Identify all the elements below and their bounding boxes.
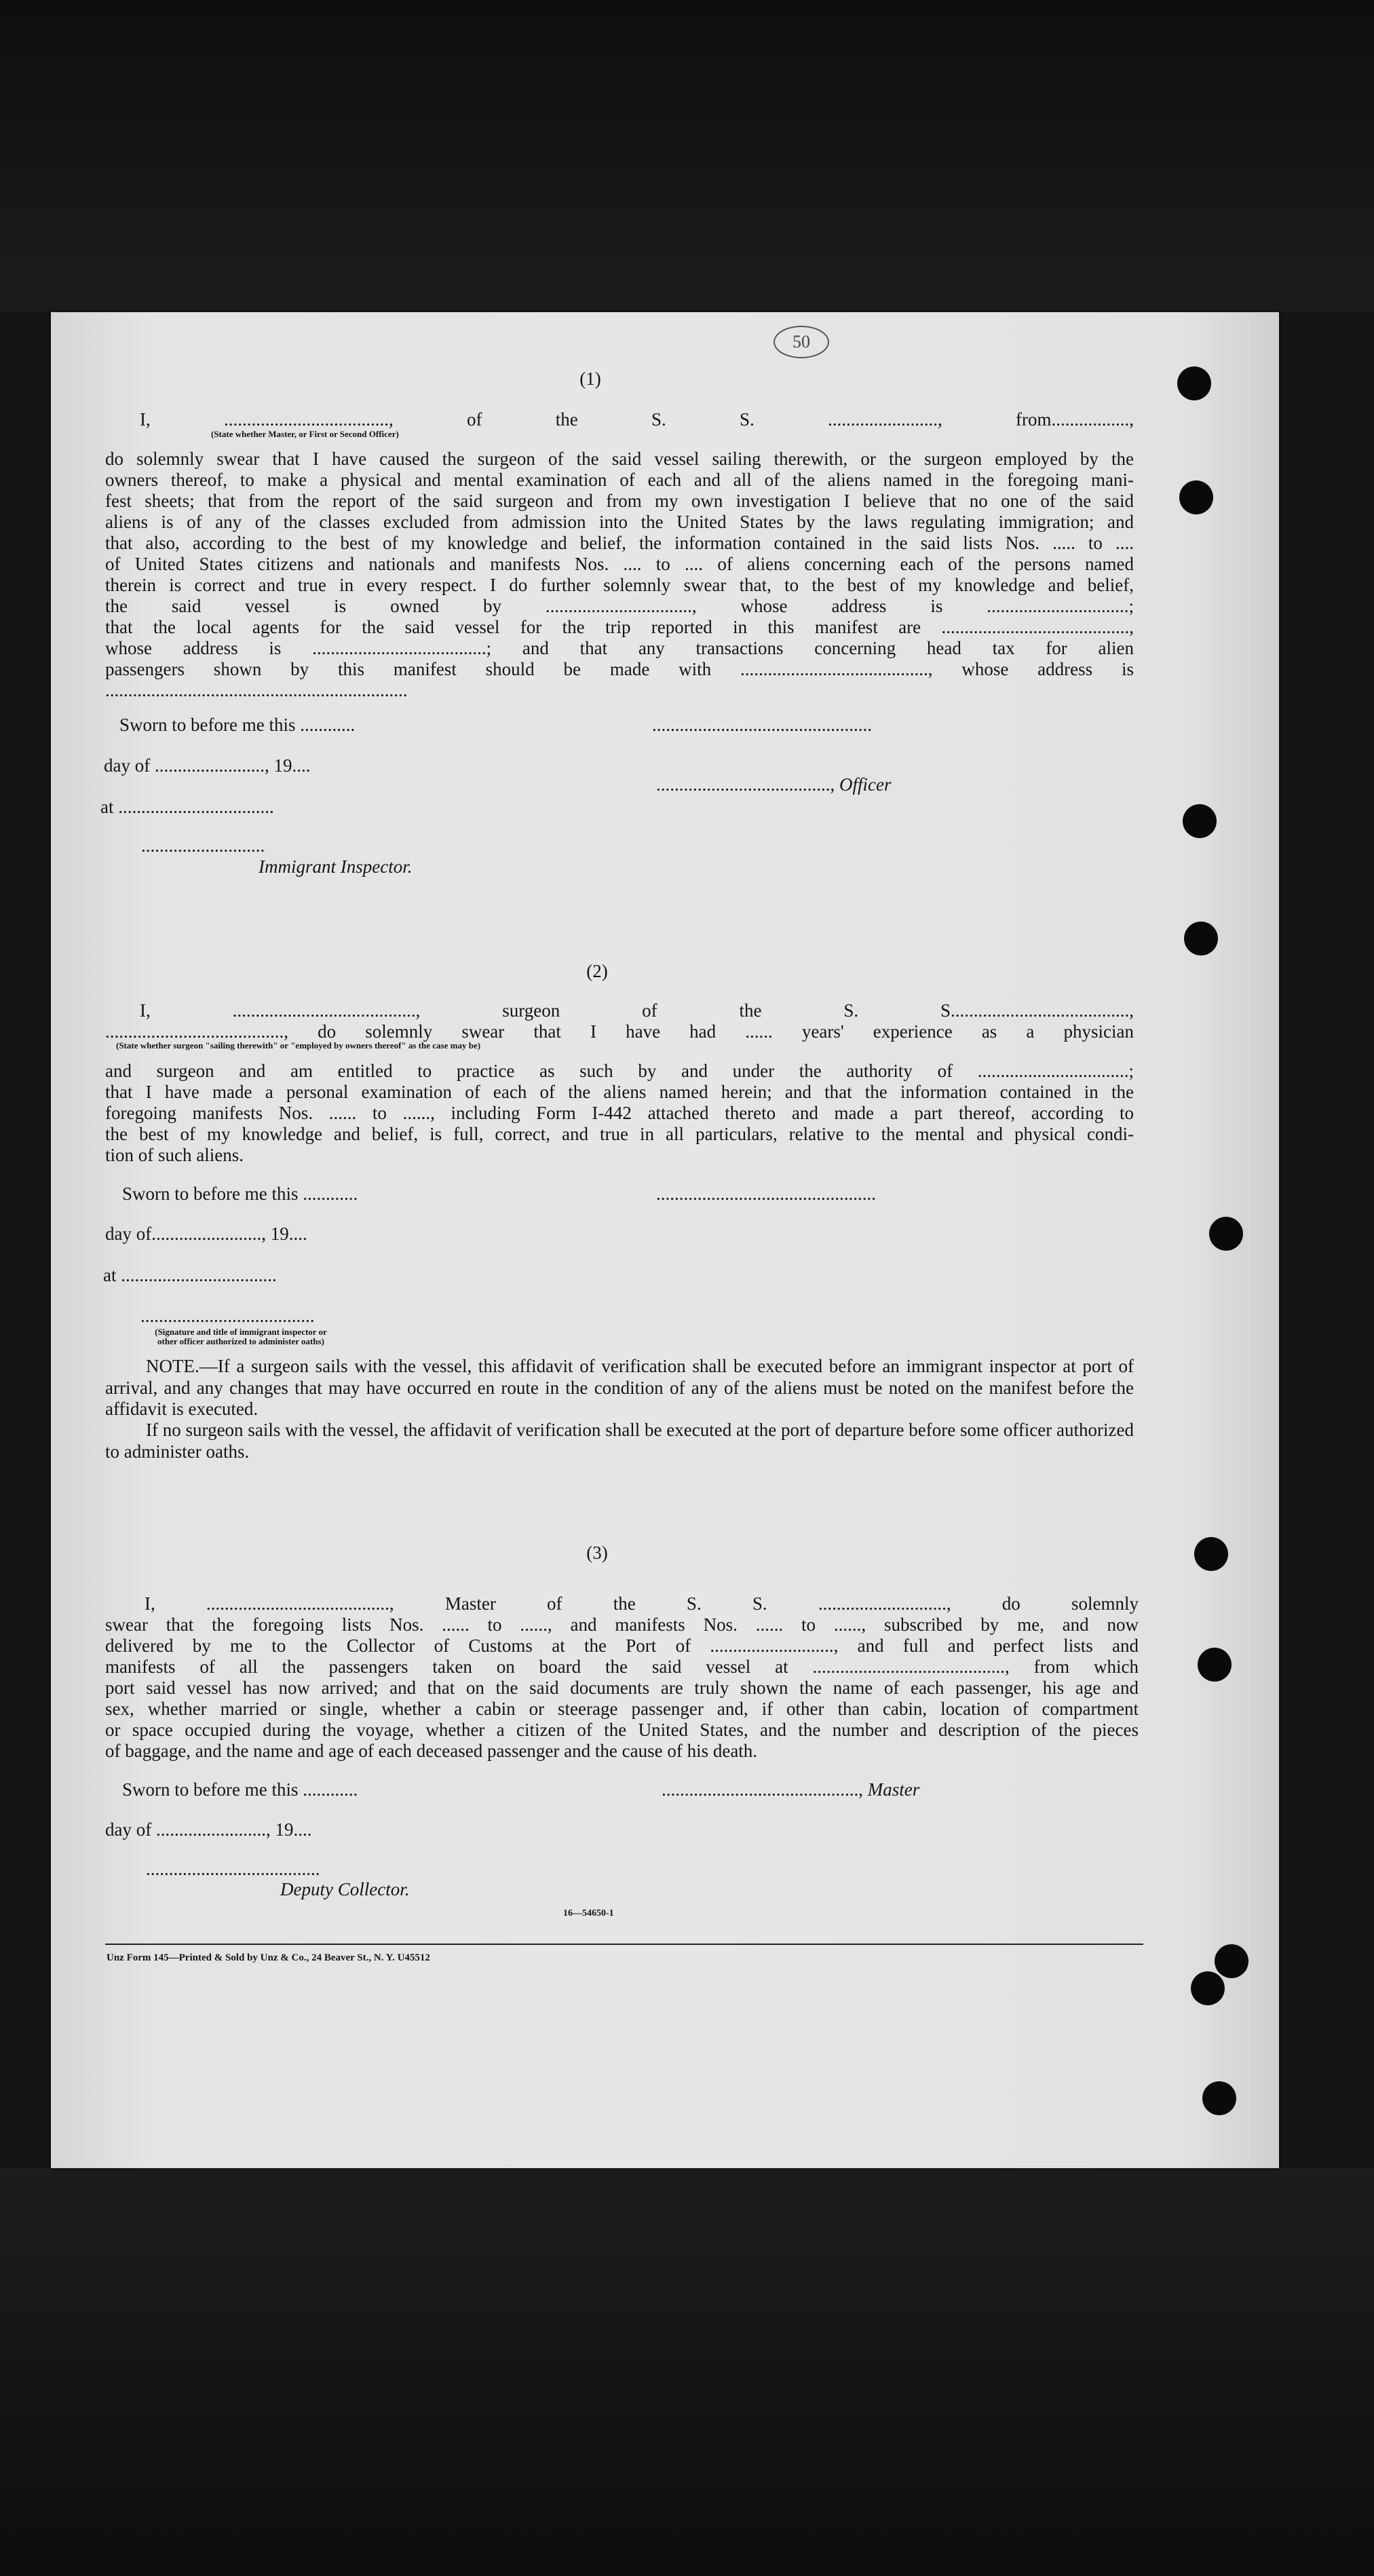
section-2-note: NOTE.—If a surgeon sails with the vessel, this affidavit of verification shall be executed before an immigrant inspector at port of arrival, and any changes that may have occurred en route in the condition of any of the aliens must be noted on the manifest before the affidavit is executed.: [105, 1356, 1134, 1420]
section-1-line: the said vessel is owned by ................................, whose address is ...............................;: [105, 596, 1134, 616]
section-1-line: do solemnly swear that I have caused the surgeon of the said vessel sailing therewith, or the surgeon employed by the: [105, 449, 1134, 469]
footer-rule: [105, 1944, 1143, 1945]
section-2-signature-note: other officer authorized to administer oaths): [157, 1336, 324, 1346]
punch-hole: [1215, 1944, 1248, 1978]
section-1-line: that the local agents for the said vessel for the trip reported in this manifest are .........................................,: [105, 617, 1134, 637]
section-1-line: therein is correct and true in every respect. I do further solemnly swear that, to the best of my knowledge and belief,: [105, 575, 1134, 595]
section-2-number: (2): [586, 961, 608, 981]
section-1-line: owners thereof, to make a physical and mental examination of each and all of the aliens named in the foregoing mani-: [105, 470, 1134, 490]
punch-hole: [1209, 1217, 1243, 1251]
section-2-line: tion of such aliens.: [105, 1145, 244, 1165]
section-2-second-line: ......................................., do solemnly swear that I have had ...... years' experience as a physician: [105, 1021, 1134, 1042]
section-3-line: or space occupied during the voyage, whether a citizen of the United States, and the number and description of the pieces: [105, 1720, 1139, 1740]
section-2-signature-dots: ......................................: [140, 1306, 315, 1326]
section-1-inspector-label: Immigrant Inspector.: [259, 856, 413, 877]
document-sheet: [51, 312, 1279, 2168]
title-word: Master: [867, 1779, 920, 1800]
section-1-line: of United States citizens and nationals and manifests Nos. .... to .... of aliens concerning each of the persons named: [105, 554, 1134, 574]
punch-hole: [1194, 1537, 1228, 1571]
section-3-collector-dots: ......................................: [146, 1859, 320, 1879]
section-2-signature-line: ................................................: [656, 1183, 876, 1204]
section-1-sworn: Sworn to before me this ............: [119, 715, 356, 735]
punch-hole: [1202, 2081, 1236, 2115]
section-1-line: whose address is ......................................; and that any transactions concerning head tax for alien: [105, 638, 1134, 658]
printer-imprint: Unz Form 145—Printed & Sold by Unz & Co., 24 Beaver St., N. Y. U45512: [107, 1952, 430, 1963]
section-1-line: passengers shown by this manifest should be made with ........................................., whose address is: [105, 659, 1134, 679]
section-2-first-line: I, ........................................, surgeon of the S. S.......................................,: [140, 1000, 1134, 1021]
section-3-line: manifests of all the passengers taken on board the said vessel at .........................................., from which: [105, 1656, 1139, 1677]
section-1-first-line: I, ...................................., of the S. S. ........................, from.................,: [140, 409, 1134, 430]
section-1-line: that also, according to the best of my knowledge and belief, the information contained in the said lists Nos. ..... to ....: [105, 533, 1134, 553]
section-1-line: aliens is of any of the classes excluded from admission into the United States by the laws regulating immigration; and: [105, 512, 1134, 532]
section-2-line: that I have made a personal examination of each of the aliens named herein; and that the information contained in the: [105, 1082, 1134, 1102]
section-3-deputy-label: Deputy Collector.: [280, 1879, 410, 1899]
section-2-line: foregoing manifests Nos. ...... to ......, including Form I-442 attached thereto and made a part thereof, according to: [105, 1103, 1134, 1123]
punch-hole: [1184, 922, 1218, 955]
scan-background-bottom: [0, 2168, 1374, 2576]
section-3-line: of baggage, and the name and age of each deceased passenger and the cause of his death.: [105, 1741, 758, 1761]
section-3-line: delivered by me to the Collector of Customs at the Port of ..........................., and full and perfect lists and: [105, 1635, 1139, 1656]
section-1-officer-note: (State whether Master, or First or Second Officer): [211, 429, 399, 439]
section-3-line: swear that the foregoing lists Nos. ...... to ......, and manifests Nos. ...... to ......, subscribed by me, and now: [105, 1614, 1139, 1635]
section-3-line: I, ........................................, Master of the S. S. ............................, do solemnly: [145, 1593, 1139, 1614]
title-word: Officer: [839, 774, 892, 795]
section-2-note-2: If no surgeon sails with the vessel, the affidavit of verification shall be executed at the port of departure before some officer authorized to administer oaths.: [105, 1420, 1134, 1462]
section-1-number: (1): [579, 368, 601, 389]
section-3-line: sex, whether married or single, whether a cabin or steerage passenger and, if other than cabin, location of compartment: [105, 1699, 1139, 1719]
section-2-line: the best of my knowledge and belief, is full, correct, and true in all particulars, relative to the mental and physical condi-: [105, 1124, 1134, 1144]
section-2-day: day of........................, 19....: [105, 1224, 307, 1244]
section-1-at: at ..................................: [100, 797, 274, 817]
page-number-stamp: 50: [774, 326, 829, 358]
section-1-line: fest sheets; that from the report of the said surgeon and from my own investigation I believe that no one of the said: [105, 491, 1134, 511]
section-3-day: day of ........................, 19....: [105, 1819, 312, 1840]
section-2-at: at ..................................: [103, 1265, 277, 1285]
punch-hole: [1179, 480, 1213, 514]
section-1-line: ..................................................................: [105, 680, 408, 700]
section-3-line: port said vessel has now arrived; and that on the said documents are truly shown the name of each passenger, his age and: [105, 1678, 1139, 1698]
punch-hole: [1198, 1648, 1232, 1682]
form-number: 16—54650-1: [563, 1908, 614, 1918]
section-1-signature-line: ................................................: [652, 715, 872, 735]
section-2-signature-note: (Signature and title of immigrant inspector or: [155, 1327, 327, 1337]
punch-hole: [1183, 804, 1217, 838]
punch-hole: [1191, 1971, 1225, 2005]
section-1-inspector-dots: ...........................: [141, 835, 265, 856]
section-3-sworn: Sworn to before me this ............: [122, 1779, 358, 1800]
section-2-surgeon-note: (State whether surgeon "sailing therewith" or "employed by owners thereof" as the case may be): [116, 1040, 481, 1050]
section-1-day: day of ........................, 19....: [104, 755, 311, 776]
scan-background-top: [0, 0, 1374, 312]
section-2-sworn: Sworn to before me this ............: [122, 1183, 358, 1204]
section-2-line: and surgeon and am entitled to practice as such by and under the authority of .................................;: [105, 1061, 1134, 1081]
section-3-master: ..........................................., Master: [662, 1779, 920, 1800]
section-3-number: (3): [586, 1542, 608, 1563]
section-1-officer: ......................................, Officer: [656, 774, 892, 795]
punch-hole: [1177, 366, 1211, 400]
